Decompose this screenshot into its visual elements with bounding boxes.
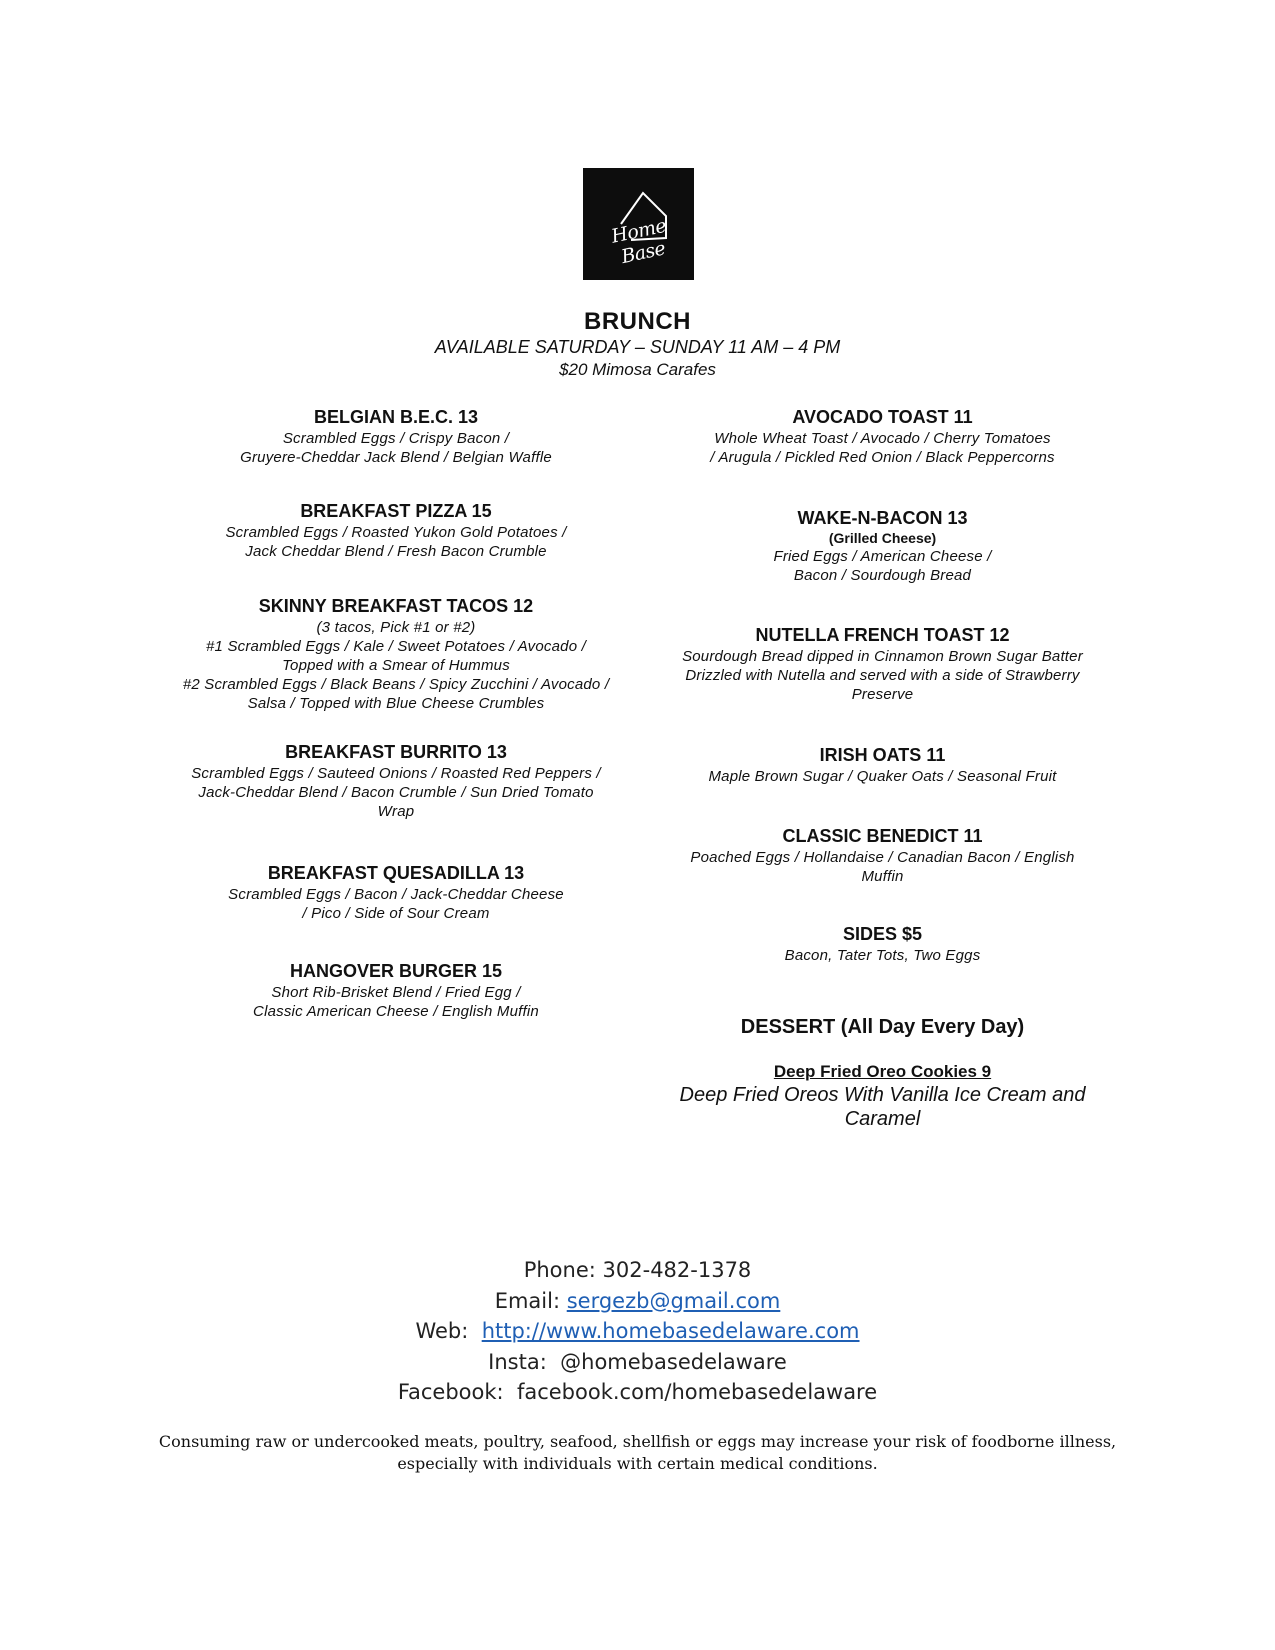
website-link[interactable]: http://www.homebasedelaware.com (481, 1319, 860, 1343)
menu-item (160, 741, 632, 821)
menu-item-name: BREAKFAST BURRITO 13 (285, 742, 507, 762)
menu-item (650, 744, 1115, 786)
menu-item (160, 960, 632, 1021)
menu-item-name: BELGIAN B.E.C. 13 (313, 407, 479, 427)
disclaimer-line: Consuming raw or undercooked meats, poultry, seafood, shellfish or eggs may increase your risk of foodborne illness, (158, 1432, 1117, 1451)
phone-number: 302-482-1378 (602, 1258, 752, 1282)
logo-wordmark: Home Base (609, 214, 669, 269)
menu-item (160, 500, 632, 561)
menu-item-desc-line: Scrambled Eggs / Roasted Yukon Gold Potatoes / (225, 524, 567, 541)
email-link[interactable]: sergezb@gmail.com (566, 1288, 781, 1313)
menu-item-desc-line: Bacon, Tater Tots, Two Eggs (784, 947, 981, 964)
insta-line (0, 1347, 1275, 1378)
menu-item-desc-line: Preserve (851, 686, 914, 703)
menu-item-desc-line: Scrambled Eggs / Crispy Bacon / (282, 430, 510, 447)
menu-item-desc-line: Salsa / Topped with Blue Cheese Crumbles (247, 695, 545, 712)
menu-item (650, 507, 1115, 585)
home-base-logo (583, 168, 694, 280)
contact-block (0, 1255, 1275, 1408)
menu-item-desc-line: #1 Scrambled Eggs / Kale / Sweet Potatoes / Avocado / (206, 638, 586, 655)
menu-item (650, 825, 1115, 886)
menu-item-desc-line: Scrambled Eggs / Sauteed Onions / Roasted Red Peppers / (191, 765, 601, 782)
menu-item-desc-line: Gruyere-Cheddar Jack Blend / Belgian Waffle (240, 449, 552, 466)
menu-item (160, 406, 632, 467)
menu-item-desc-line: Maple Brown Sugar / Quaker Oats / Seasonal Fruit (708, 768, 1057, 785)
menu-item-name: NUTELLA FRENCH TOAST 12 (755, 625, 1010, 645)
menu-item (160, 862, 632, 923)
facebook-url: facebook.com/homebasedelaware (516, 1380, 878, 1404)
menu-item-desc-line: Bacon / Sourdough Bread (793, 567, 972, 584)
menu-item-name: IRISH OATS 11 (819, 745, 946, 765)
insta-handle: @homebasedelaware (560, 1349, 787, 1374)
menu-item-desc-line: Drizzled with Nutella and served with a side of Strawberry (685, 667, 1080, 684)
menu-item-desc-line: Muffin (861, 868, 904, 885)
menu-item-name: BREAKFAST PIZZA 15 (300, 501, 492, 521)
menu-item-desc-line: Scrambled Eggs / Bacon / Jack-Cheddar Cheese (228, 886, 564, 903)
availability-line: AVAILABLE SATURDAY – SUNDAY 11 AM – 4 PM (434, 337, 841, 357)
insta-label: Insta: (488, 1349, 547, 1374)
food-safety-disclaimer (150, 1431, 1125, 1475)
web-line (0, 1316, 1275, 1347)
menu-item-name: CLASSIC BENEDICT 11 (782, 826, 983, 846)
dessert-heading: DESSERT (All Day Every Day) (740, 1016, 1025, 1038)
dessert-desc-line: Caramel (844, 1108, 921, 1130)
email-label: Email: (494, 1288, 561, 1313)
menu-item-desc-line: Whole Wheat Toast / Avocado / Cherry Tomatoes (714, 430, 1051, 447)
menu-item-desc-line: / Arugula / Pickled Red Onion / Black Peppercorns (710, 449, 1055, 466)
email-line (0, 1286, 1275, 1317)
menu-item-desc-line: Classic American Cheese / English Muffin (253, 1003, 539, 1020)
dessert-desc-line: Deep Fried Oreos With Vanilla Ice Cream and (679, 1084, 1086, 1106)
menu-item-desc-line: (3 tacos, Pick #1 or #2) (316, 619, 476, 636)
facebook-label: Facebook: (397, 1380, 504, 1404)
menu-item-desc-line: Short Rib-Brisket Blend / Fried Egg / (271, 984, 521, 1001)
menu-item (650, 406, 1115, 467)
menu-item (160, 595, 632, 713)
menu-item-desc-line: Fried Eggs / American Cheese / (773, 548, 992, 565)
disclaimer-line: especially with individuals with certain medical conditions. (397, 1454, 878, 1473)
menu-item-name: SIDES $5 (842, 924, 923, 944)
menu-item-name: BREAKFAST QUESADILLA 13 (267, 863, 525, 883)
phone-line (0, 1255, 1275, 1286)
menu-item-desc-line: Jack-Cheddar Blend / Bacon Crumble / Sun Dried Tomato (198, 784, 594, 801)
menu-item-name: AVOCADO TOAST 11 (792, 407, 973, 427)
menu-item-subtitle: (Grilled Cheese) (828, 530, 937, 546)
menu-item-desc-line: Sourdough Bread dipped in Cinnamon Brown Sugar Batter (682, 648, 1083, 665)
dessert-item-desc (650, 1083, 1115, 1131)
menu-item-name: SKINNY BREAKFAST TACOS 12 (258, 596, 534, 616)
mimosa-special: $20 Mimosa Carafes (559, 360, 716, 379)
menu-item-desc-line: Poached Eggs / Hollandaise / Canadian Bacon / English (690, 849, 1075, 866)
menu-item-desc-line: Topped with a Smear of Hummus (282, 657, 510, 674)
menu-item-desc-line: #2 Scrambled Eggs / Black Beans / Spicy Zucchini / Avocado / (182, 676, 610, 693)
menu-item-name: HANGOVER BURGER 15 (289, 961, 503, 981)
menu-item (650, 624, 1115, 704)
facebook-line (0, 1377, 1275, 1408)
menu-item-desc-line: Wrap (377, 803, 415, 820)
menu-item (650, 923, 1115, 965)
menu-title: BRUNCH (584, 308, 691, 335)
menu-item-desc-line: Jack Cheddar Blend / Fresh Bacon Crumble (245, 543, 547, 560)
web-label: Web: (415, 1319, 469, 1343)
menu-item-name: WAKE-N-BACON 13 (797, 508, 968, 528)
phone-label: Phone: (523, 1258, 596, 1282)
menu-item-desc-line: / Pico / Side of Sour Cream (302, 905, 490, 922)
dessert-item-name: Deep Fried Oreo Cookies 9 (773, 1062, 992, 1081)
